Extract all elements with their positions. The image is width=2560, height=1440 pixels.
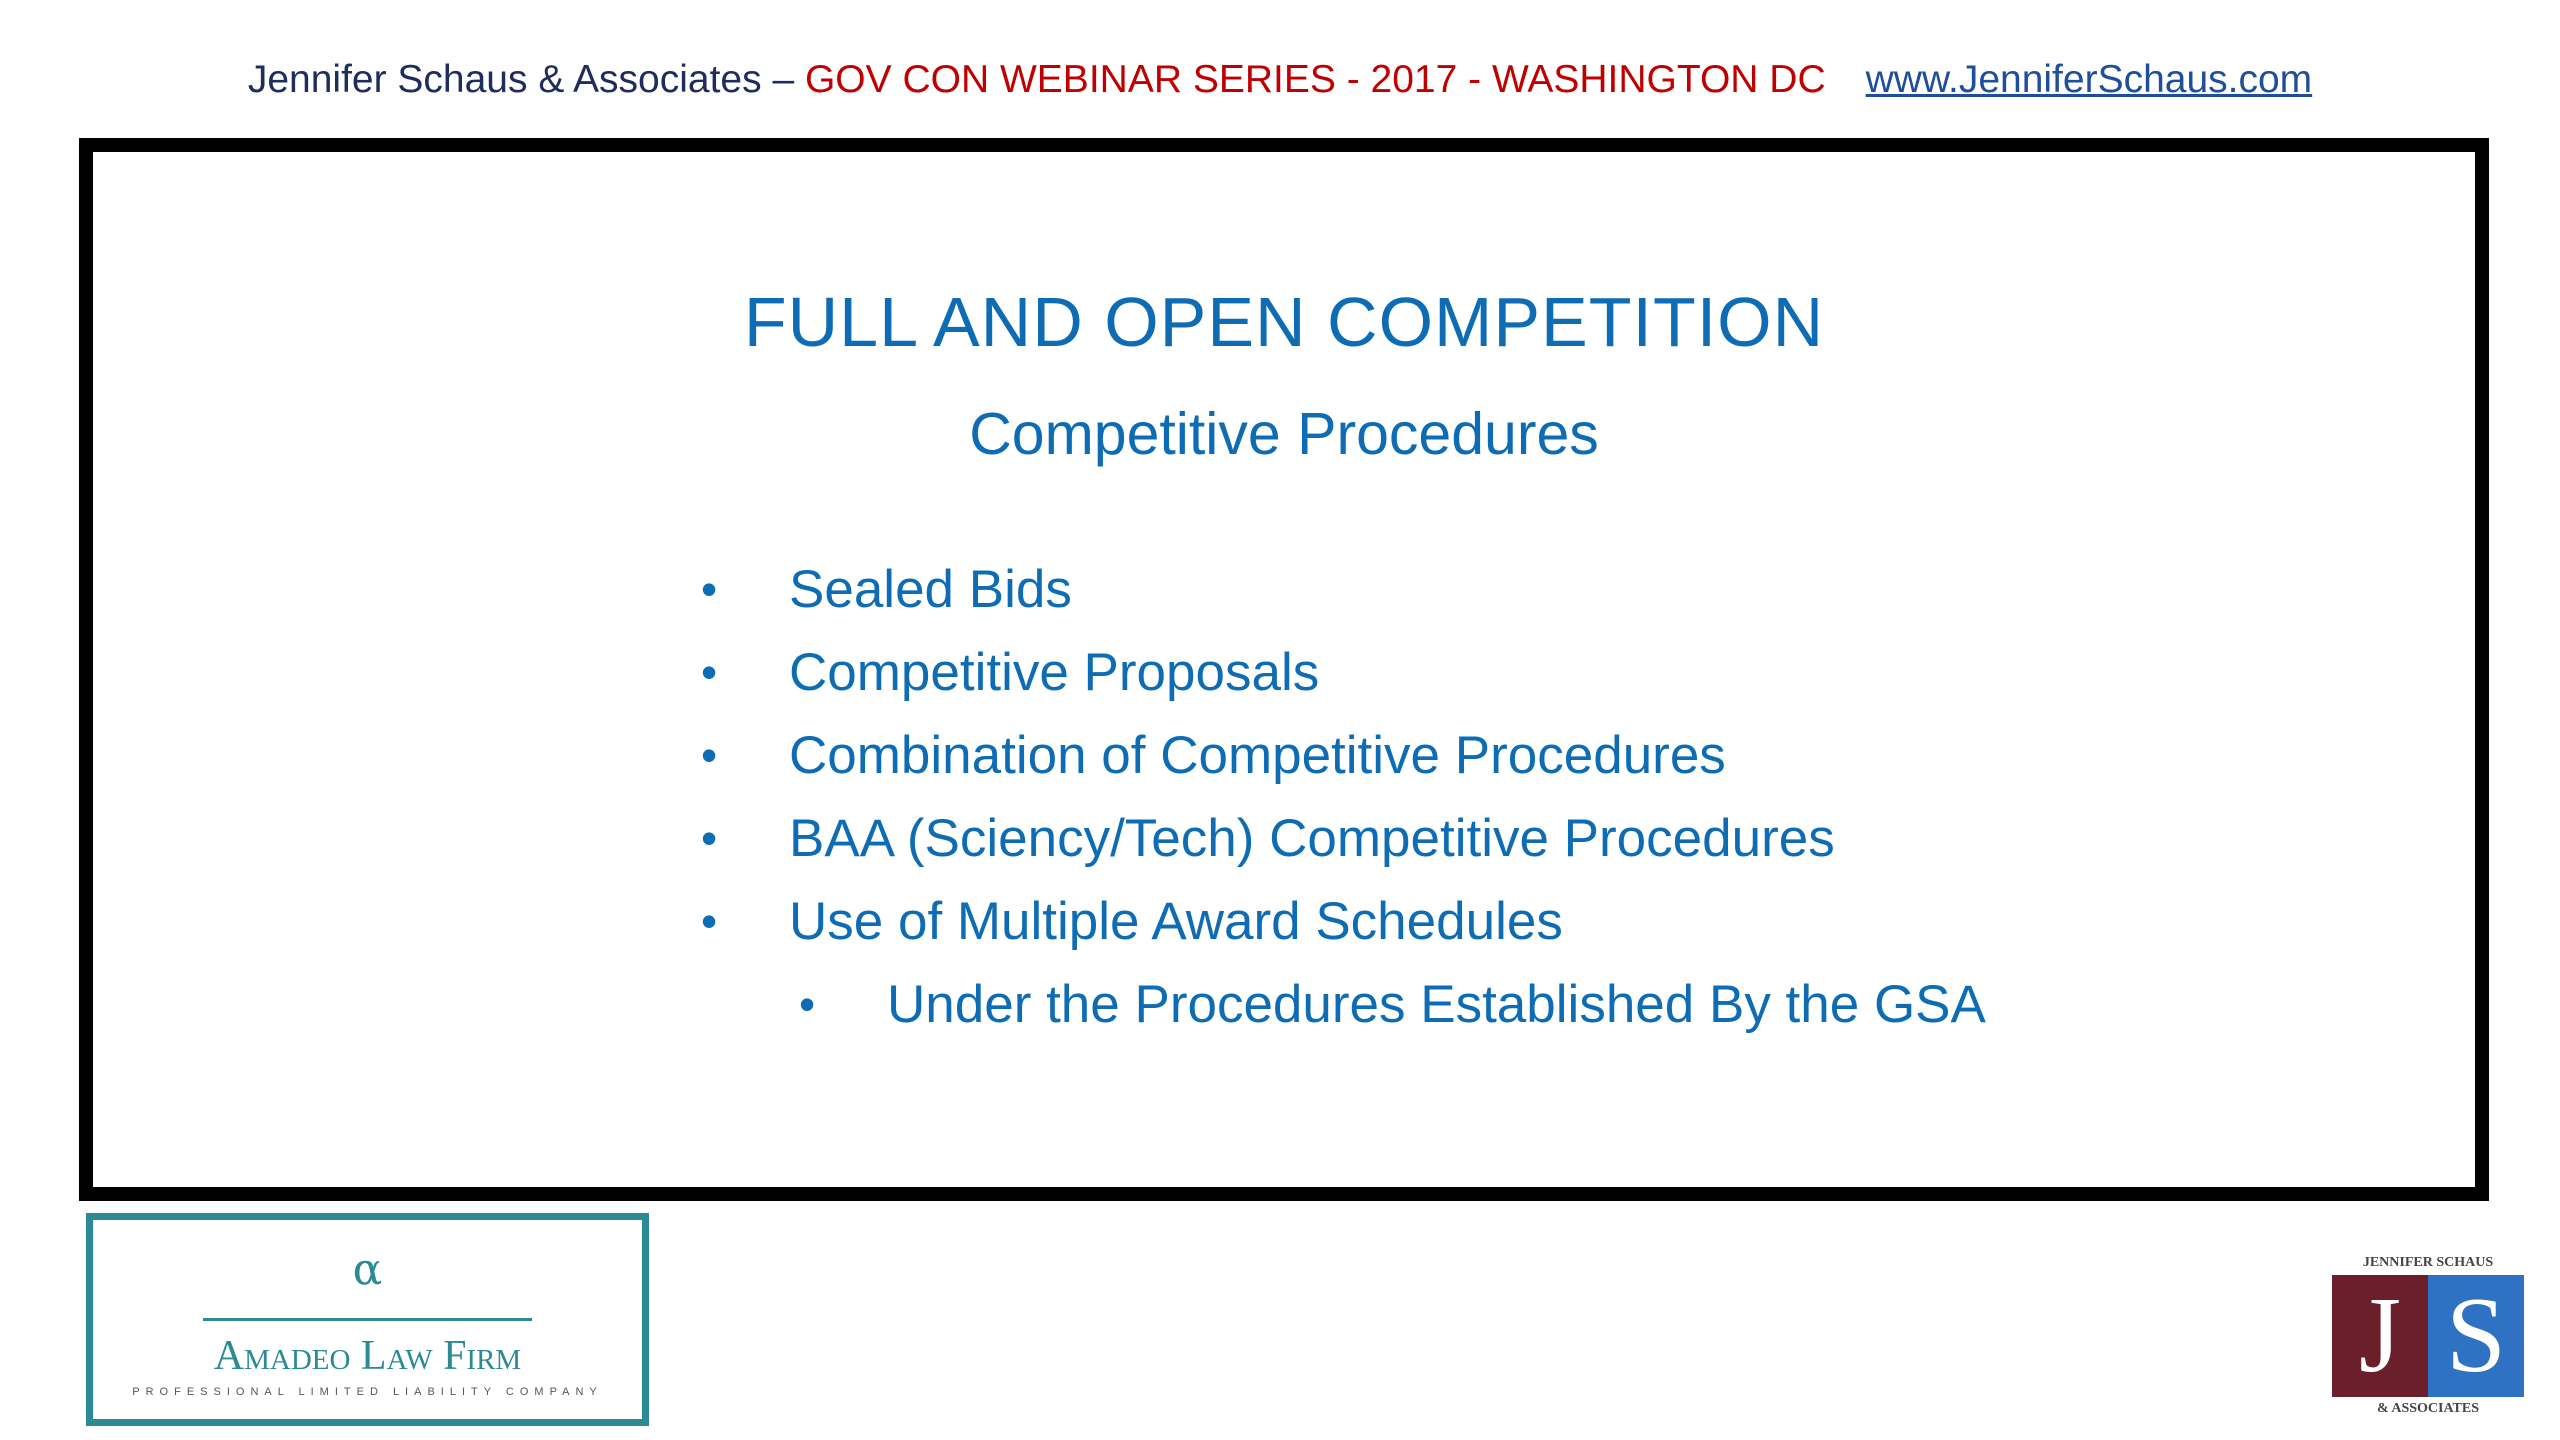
- bullet-item: [693, 797, 1986, 880]
- js-logo-top-text: JENNIFER SCHAUS: [2362, 1255, 2494, 1270]
- bullet-dot-icon: •: [701, 812, 718, 864]
- bullet-dot-icon: •: [701, 563, 718, 615]
- bullet-dot-icon: •: [701, 729, 718, 781]
- bullet-text: Sealed Bids: [789, 560, 1072, 619]
- jennifer-schaus-logo: [2330, 1255, 2526, 1420]
- amadeo-name: Amadeo Law Firm: [213, 1333, 522, 1379]
- slide-frame: [79, 138, 2489, 1201]
- bullet-list: [693, 548, 1986, 1046]
- js-logo-letter-j: J: [2332, 1275, 2428, 1397]
- js-logo-bottom-text: & ASSOCIATES: [2376, 1401, 2480, 1416]
- slide-title: FULL AND OPEN COMPETITION: [743, 283, 1825, 361]
- header-organization: Jennifer Schaus & Associates –: [247, 58, 805, 101]
- bullet-text: Use of Multiple Award Schedules: [789, 892, 1563, 951]
- bullet-text: BAA (Sciency/Tech) Competitive Procedures: [789, 809, 1835, 868]
- bullet-text: Combination of Competitive Procedures: [789, 726, 1726, 785]
- bullet-item: [693, 548, 1986, 631]
- page-header: [0, 58, 2560, 102]
- bullet-dot-icon: •: [701, 895, 718, 947]
- amadeo-tagline: PROFESSIONAL LIMITED LIABILITY COMPANY: [132, 1386, 603, 1398]
- bullet-item: [693, 631, 1986, 714]
- alpha-icon: α: [352, 1244, 383, 1295]
- sub-bullet-item: [693, 963, 1986, 1046]
- bullet-text: Competitive Proposals: [789, 643, 1320, 702]
- amadeo-law-firm-logo: [86, 1213, 649, 1426]
- slide-subtitle: Competitive Procedures: [969, 401, 1599, 467]
- header-website-link[interactable]: www.JenniferSchaus.com: [1865, 58, 2313, 101]
- sub-bullet-text: Under the Procedures Established By the GSA: [887, 975, 1986, 1034]
- bullet-item: [693, 880, 1986, 963]
- bullet-dot-icon: •: [701, 646, 718, 698]
- bullet-item: [693, 714, 1986, 797]
- header-series: GOV CON WEBINAR SERIES - 2017 - WASHINGTON DC: [804, 58, 1826, 101]
- js-logo-letter-s: S: [2428, 1275, 2524, 1397]
- bullet-dot-icon: •: [799, 978, 816, 1030]
- logo-divider: [203, 1318, 532, 1321]
